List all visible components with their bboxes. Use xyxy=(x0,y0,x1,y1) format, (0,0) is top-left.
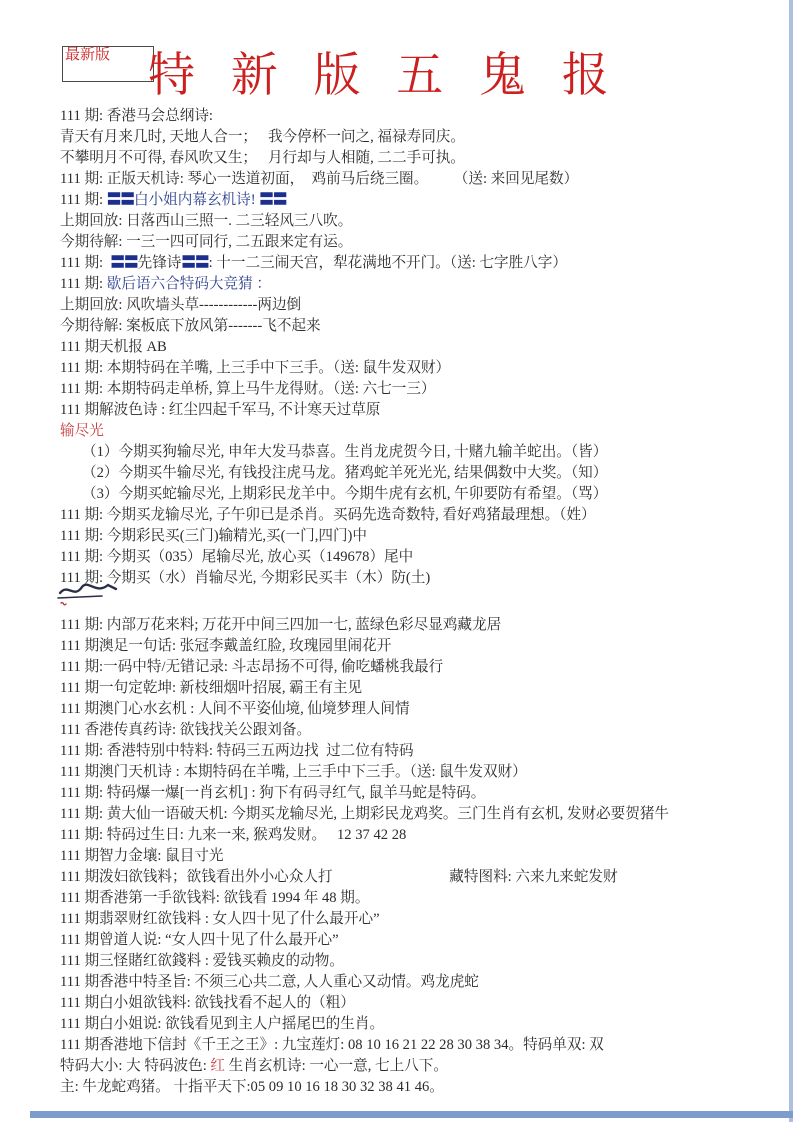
text-segment: 111 期: xyxy=(60,192,107,208)
text-line xyxy=(60,783,783,804)
text-segment: : 十一二三闹天宫，犁花满地不开门。（送: 七字胜八字） xyxy=(208,255,567,271)
text-line xyxy=(60,568,783,589)
text-segment: 今期待解: 案板底下放风第-------飞不起来 xyxy=(60,318,321,334)
text-segment: 111 期解波色诗 : 红尘四起千军马, 不计寒天过草原 xyxy=(60,402,381,418)
text-segment: 111 期: 今期彩民买(三门)输精光,买(一门,四门)中 xyxy=(60,528,367,544)
text-segment: 111 期香港第一手欲钱料: 欲钱看 1994 年 48 期。 xyxy=(60,890,370,906)
text-segment: 111 期一句定乾坤: 新枝细烟叶招展, 霸王有主见 xyxy=(60,680,363,696)
text-segment: 输尽光 xyxy=(60,423,104,439)
text-segment: 主: 牛龙蛇鸡猪。 十指平天下:05 09 10 16 18 30 32 38 41 46。 xyxy=(60,1079,444,1095)
text-segment: （1）今期买狗输尽光, 申年大发马恭喜。生肖龙虎贺今日, 十赌九输羊蛇出。（皆） xyxy=(82,444,608,460)
text-line xyxy=(60,1035,783,1056)
text-line xyxy=(60,379,783,400)
text-segment: 111 期: xyxy=(60,276,107,292)
text-line xyxy=(60,699,783,720)
text-line xyxy=(60,253,783,274)
double-bar-icon: 〓〓 xyxy=(110,255,138,271)
text-segment: 111 期香港地下信封《千王之王》: 九宝莲灯: 08 10 16 21 22 28 30 38 34。特码单双: 双 xyxy=(60,1037,604,1053)
scribble-row xyxy=(60,589,783,615)
text-segment: 111 期白小姐说: 欲钱看见到主人户摇尾巴的生肖。 xyxy=(60,1016,385,1032)
text-segment: 111 期: xyxy=(60,255,111,271)
text-segment: 111 期: 今期买龙输尽光, 子午卯已是杀肖。买码先选奇数特, 看好鸡猪最理想。（姓） xyxy=(60,507,596,523)
text-line xyxy=(60,505,783,526)
handwritten-scribble-icon xyxy=(56,575,146,609)
text-segment: 青天有月来几时, 天地人合一； 我今停杯一问之, 福禄寿同庆。 xyxy=(60,129,465,145)
text-line xyxy=(60,547,783,568)
text-line xyxy=(60,888,783,909)
page-edge-bottom xyxy=(30,1111,793,1118)
text-line xyxy=(60,741,783,762)
text-line xyxy=(60,190,783,211)
text-segment: 先锋诗 xyxy=(137,255,182,271)
text-segment: 生肖玄机诗: 一心一意, 七上八下。 xyxy=(225,1058,448,1074)
text-line xyxy=(60,678,783,699)
text-segment: 111 期澳门心水玄机 : 人间不平姿仙境, 仙境梦理人间情 xyxy=(60,701,410,717)
text-segment: 111 香港传真药诗: 欲钱找关公跟刘备。 xyxy=(60,722,312,738)
text-line xyxy=(60,106,783,127)
text-segment: （2）今期买牛输尽光, 有钱投注虎马龙。猪鸡蛇羊死光光, 结果偶数中大奖。（知） xyxy=(82,465,608,481)
text-segment: 111 期: 本期特码在羊嘴, 上三手中下三手。（送: 鼠牛发双财） xyxy=(60,360,451,376)
text-line xyxy=(60,930,783,951)
text-segment: 白小姐内幕玄机诗! xyxy=(133,192,260,208)
text-segment: 111 期: 黄大仙一语破天机: 今期买龙输尽光, 上期彩民龙鸡奖。三门生肖有玄机, 发财必要贺猪牛 xyxy=(60,806,670,822)
text-line xyxy=(60,148,783,169)
text-segment: 111 期白小姐欲钱料: 欲钱找看不起人的（粗） xyxy=(60,995,355,1011)
text-segment: 111 期:一码中特/无错记录: 斗志昂扬不可得, 偷吃蟠桃我最行 xyxy=(60,659,444,675)
text-line xyxy=(60,526,783,547)
text-segment: 上期回放: 风吹墙头草------------两边倒 xyxy=(60,297,302,313)
text-segment: 111 期澳门天机诗 : 本期特码在羊嘴, 上三手中下三手。（送: 鼠牛发双财） xyxy=(60,764,527,780)
text-line xyxy=(60,337,783,358)
text-line xyxy=(60,421,783,442)
text-segment: 上期回放: 日落西山三照一. 二三轻风三八吹。 xyxy=(60,213,353,229)
text-segment: 111 期: 香港特别中特料: 特码三五两边找 过二位有特码 xyxy=(60,743,414,759)
text-segment: 111 期天机报 AB xyxy=(60,339,167,355)
text-line xyxy=(60,762,783,783)
text-segment: 111 期: 正版天机诗: 琴心一迭道初面， 鸡前马后绕三圈。 （送: 来回见尾数） xyxy=(60,171,579,187)
text-line xyxy=(60,1056,783,1077)
double-bar-icon: 〓〓 xyxy=(181,255,209,271)
text-line xyxy=(60,400,783,421)
text-line xyxy=(60,316,783,337)
text-line xyxy=(60,358,783,379)
text-segment: 111 期澳足一句话: 张冠李戴盖红脸, 玫瑰园里闹花开 xyxy=(60,638,392,654)
text-segment: 111 期曾道人说: “女人四十见了什么最开心” xyxy=(60,932,339,948)
text-segment: 今期待解: 一三一四可同行, 二五跟来定有运。 xyxy=(60,234,353,250)
text-line xyxy=(60,720,783,741)
text-line xyxy=(60,127,783,148)
text-segment: 111 期翡翠财红欲钱料 : 女人四十见了什么最开心” xyxy=(60,911,380,927)
text-line xyxy=(60,972,783,993)
text-segment: 111 期: 特码爆一爆[一肖玄机] : 狗下有码寻红气, 鼠羊马蛇是特码。 xyxy=(60,785,486,801)
latest-edition-badge xyxy=(62,46,154,82)
text-segment: （3）今期买蛇输尽光, 上期彩民龙羊中。今期牛虎有玄机, 午卯要防有希望。（骂） xyxy=(82,486,608,502)
text-line xyxy=(60,232,783,253)
text-segment: 111 期三怪賭红欲錢料 : 爱钱买赖皮的动物。 xyxy=(60,953,344,969)
text-segment: 特码大小: 大 特码波色: xyxy=(60,1058,211,1074)
text-line xyxy=(60,804,783,825)
text-line xyxy=(60,463,783,484)
text-segment: 111 期: 内部万花来料; 万花开中间三四加一七, 蓝绿色彩尽显鸡藏龙居 xyxy=(60,617,502,633)
text-line xyxy=(60,1077,783,1098)
text-segment: 111 期香港中特圣旨: 不须三心共二意, 人人重心又动情。鸡龙虎蛇 xyxy=(60,974,479,990)
text-segment: 111 期: 特码过生日: 九来一来, 猴鸡发财。 12 37 42 28 xyxy=(60,827,407,843)
text-segment: 111 期: 今期买（水）肖输尽光, 今期彩民买丰（木）防(土) xyxy=(60,570,431,586)
text-segment: 111 期: 今期买（035）尾输尽光, 放心买（149678）尾中 xyxy=(60,549,414,565)
text-line xyxy=(60,993,783,1014)
text-segment: 不攀明月不可得, 春风吹又生； 月行却与人相随, 二二手可执。 xyxy=(60,150,465,166)
text-segment: 111 期: 本期特码走单桥, 算上马牛龙得财。（送: 六七一三） xyxy=(60,381,436,397)
text-body xyxy=(60,106,783,1098)
text-line xyxy=(60,636,783,657)
text-line xyxy=(60,484,783,505)
text-segment: 111 期智力金壤: 鼠目寸光 xyxy=(60,848,224,864)
text-segment: 111 期泼妇欲钱料；欲钱看出外小心众人打 藏特图料: 六来九来蛇发财 xyxy=(60,869,618,885)
text-line xyxy=(60,951,783,972)
text-line xyxy=(60,442,783,463)
text-line xyxy=(60,295,783,316)
text-line xyxy=(60,867,783,888)
text-segment: 红 xyxy=(210,1058,226,1074)
text-line xyxy=(60,211,783,232)
text-line xyxy=(60,274,783,295)
latest-edition-label: 最新版 xyxy=(65,47,111,63)
double-bar-icon: 〓〓 xyxy=(259,192,287,208)
text-line xyxy=(60,657,783,678)
text-segment: 111 期: 香港马会总纲诗: xyxy=(60,108,213,124)
text-line xyxy=(60,825,783,846)
page-edge-right xyxy=(789,0,793,1122)
text-segment: 歇后语六合特码大竞猜 ： xyxy=(106,276,271,292)
text-line xyxy=(60,615,783,636)
page-title: 特 新 版 五 鬼 报 xyxy=(148,50,621,102)
text-line xyxy=(60,1014,783,1035)
text-line xyxy=(60,169,783,190)
text-line xyxy=(60,846,783,867)
double-bar-icon: 〓〓 xyxy=(106,192,134,208)
text-line xyxy=(60,909,783,930)
